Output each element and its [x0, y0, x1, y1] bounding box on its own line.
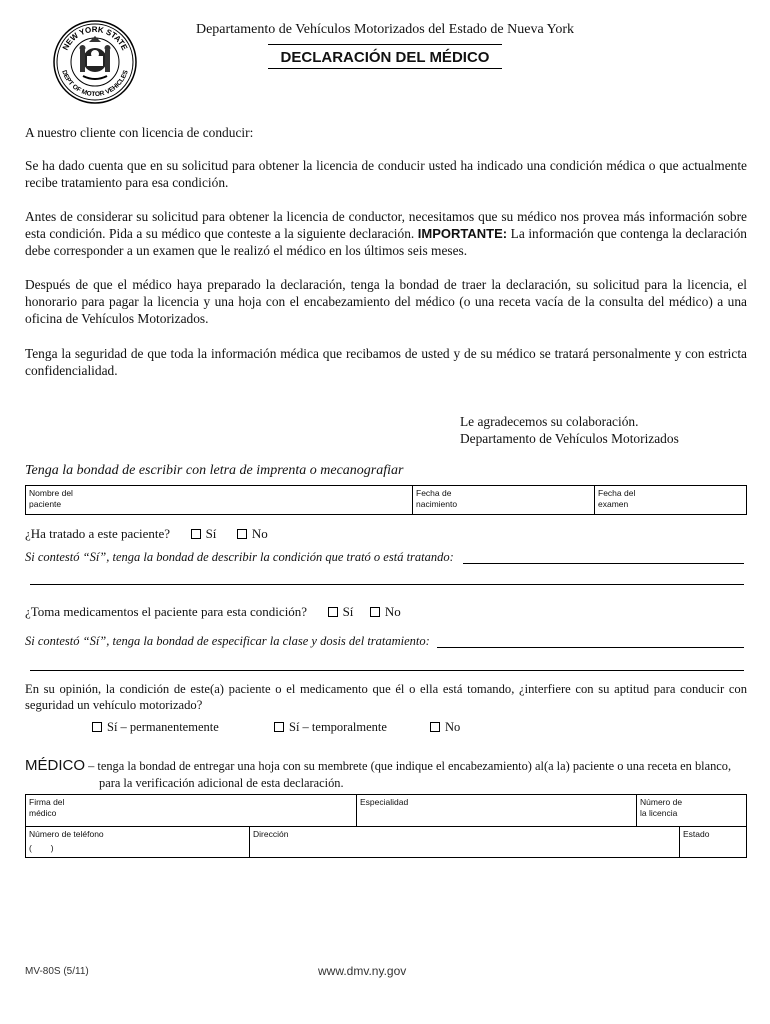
q2-no-checkbox[interactable]: [370, 607, 380, 617]
q1-answer-line-1[interactable]: [463, 563, 744, 564]
svg-text:DEPT OF MOTOR VEHICLES: DEPT OF MOTOR VEHICLES: [60, 69, 130, 99]
dob-label: Fecha de nacimiento: [416, 488, 458, 509]
question-1-text: ¿Ha tratado a este paciente?: [25, 526, 171, 541]
state-field[interactable]: [679, 827, 746, 857]
paragraph-1: Se ha dado cuenta que en su solicitud para obtener la licencia de conducir usted ha indicado una condición médica o que actualmente recibe tratamiento para esa condición.: [25, 158, 747, 190]
q1-no-checkbox[interactable]: [237, 529, 247, 539]
paragraph-4: Tenga la seguridad de que toda la información médica que recibamos de usted y de su médico se tratará personalmente y con estricta confidencialidad.: [25, 346, 747, 378]
paragraph-2-start: Antes de considerar su solicitud para obtener la licencia de conductor, necesitamos que su médico nos provea más información sobre esta condición. Pida a su médico que conteste a la siguiente declaración.: [25, 209, 747, 241]
dob-field[interactable]: [412, 486, 594, 514]
svg-text:NEW YORK STATE: NEW YORK STATE: [60, 24, 130, 52]
q2-answer-line-2[interactable]: [30, 670, 744, 671]
option-no: [430, 720, 460, 735]
paragraph-2: [25, 208, 747, 259]
question-2-followup: Si contestó “Sí”, tenga la bondad de especificar la clase y dosis del tratamiento:: [25, 634, 430, 648]
temporary-checkbox[interactable]: [274, 722, 284, 732]
physician-row-1: [26, 795, 746, 827]
closing: [460, 413, 679, 447]
address-label: Dirección: [253, 829, 289, 839]
state-label: Estado: [683, 829, 710, 839]
q2-yes-checkbox[interactable]: [328, 607, 338, 617]
question-3: En su opinión, la condición de este(a) paciente o el medicamento que él o ella está tomando, ¿interfiere con su aptitud para conducir con seguridad un vehículo motorizado?: [25, 682, 747, 712]
q1-answer-line-2[interactable]: [30, 584, 744, 585]
physician-info-table: [25, 794, 747, 858]
form-instruction: Tenga la bondad de escribir con letra de imprenta o mecanografiar: [25, 463, 404, 478]
closing-thanks: Le agradecemos su colaboración.: [460, 414, 639, 429]
signature-field[interactable]: [26, 795, 356, 826]
specialty-field[interactable]: [356, 795, 636, 826]
medico-instruction: [25, 758, 747, 774]
website-link[interactable]: www.dmv.ny.gov: [318, 964, 407, 978]
medico-text: – tenga la bondad de entregar una hoja con su membrete (que indique el encabezamiento) al(a la) paciente o una receta en blanco,: [88, 759, 732, 773]
medico-text-2: para la verificación adicional de esta declaración.: [99, 776, 344, 790]
q1-yes-checkbox[interactable]: [191, 529, 201, 539]
license-number-label: Número de la licencia: [640, 797, 683, 818]
phone-label: Número de teléfono: [29, 829, 104, 839]
address-field[interactable]: [249, 827, 679, 857]
form-code: MV-80S (5/11): [25, 966, 89, 977]
physician-row-2: [26, 827, 746, 857]
patient-info-row: [25, 485, 747, 515]
exam-date-label: Fecha del examen: [598, 488, 636, 509]
question-2-text: ¿Toma medicamentos el paciente para esta condición?: [25, 604, 308, 619]
q3-no-label: No: [445, 720, 461, 734]
question-2: [25, 604, 401, 620]
q1-yes-label: Sí: [205, 526, 217, 541]
closing-signature: Departamento de Vehículos Motorizados: [460, 431, 679, 446]
license-number-field[interactable]: [636, 795, 746, 826]
option-temporary: [274, 720, 387, 735]
permanent-label: Sí – permanentemente: [107, 720, 219, 734]
q3-no-checkbox[interactable]: [430, 722, 440, 732]
page-title: DECLARACIÓN DEL MÉDICO: [268, 44, 502, 69]
phone-area-code: ( ): [29, 843, 54, 853]
specialty-label: Especialidad: [360, 797, 409, 807]
greeting: A nuestro cliente con licencia de conducir:: [25, 125, 254, 140]
phone-field[interactable]: [26, 827, 249, 857]
q2-answer-line-1[interactable]: [437, 647, 744, 648]
paragraph-2-end: La información que contenga la declaración debe corresponder a un examen que le realizó el médico en los últimos seis meses.: [25, 226, 747, 258]
exam-date-field[interactable]: [594, 486, 746, 514]
important-label: IMPORTANTE:: [417, 226, 508, 241]
option-permanent: [92, 720, 219, 735]
question-1: [25, 526, 268, 542]
q2-no-label: No: [384, 604, 401, 619]
permanent-checkbox[interactable]: [92, 722, 102, 732]
q1-no-label: No: [251, 526, 268, 541]
temporary-label: Sí – temporalmente: [289, 720, 387, 734]
paragraph-3: Después de que el médico haya preparado la declaración, tenga la bondad de traer la declaración, su solicitud para la licencia, el honorario para pagar la licencia y una hoja con el encabezamiento del médico (o una receta vacía de la consulta del médico) a una oficina de Vehículos Motorizados.: [25, 277, 747, 326]
medico-heading: MÉDICO: [25, 757, 85, 774]
patient-name-label: Nombre del paciente: [29, 488, 73, 509]
q2-yes-label: Sí: [342, 604, 354, 619]
question-1-followup: Si contestó “Sí”, tenga la bondad de describir la condición que trató o está tratando:: [25, 550, 454, 564]
patient-name-field[interactable]: [26, 486, 412, 514]
department-name: Departamento de Vehículos Motorizados del Estado de Nueva York: [195, 22, 575, 37]
signature-label: Firma del médico: [29, 797, 65, 818]
dmv-seal: [53, 20, 137, 104]
